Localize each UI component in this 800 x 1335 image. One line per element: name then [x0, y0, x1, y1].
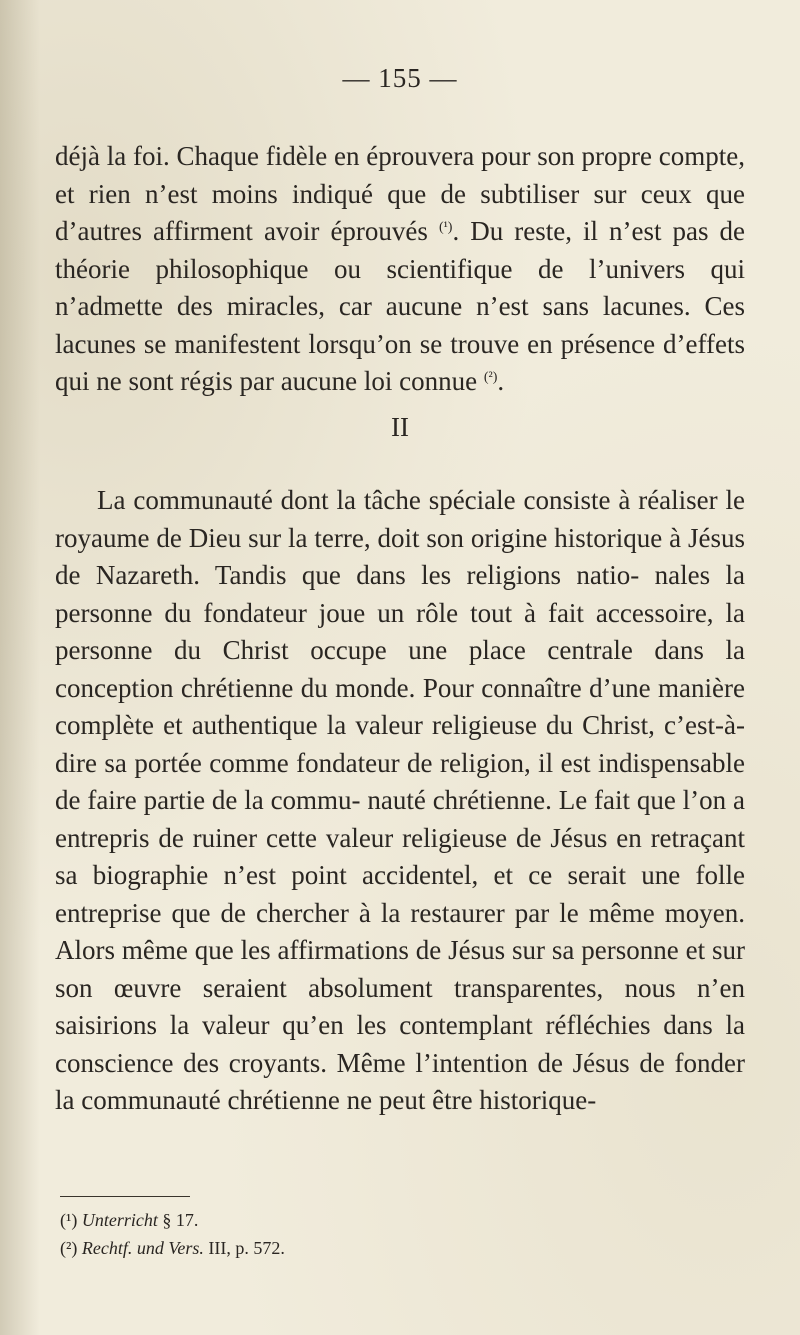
- section-heading: II: [391, 412, 409, 442]
- page-number: — 155 —: [342, 63, 458, 93]
- footnote-divider: [60, 1196, 190, 1197]
- paragraph-1-text-b: . Du reste, il n’est pas de théorie philosophique ou scientifique de l’univers qui n’admette des miracles, car aucune n’est sans lacunes. Ces lacunes se manifestent lorsqu’on se trouve en présence d’effets qui ne sont régis par aucune loi connue: [55, 216, 745, 396]
- footnotes: [60, 1206, 740, 1262]
- footnote-2-rest: III, p. 572.: [203, 1238, 285, 1258]
- paragraph-1-text-c: .: [497, 366, 505, 396]
- footnote-ref-1: (¹): [438, 220, 453, 235]
- footnote-ref-2: (²): [483, 370, 498, 385]
- paragraph-1-text-a: déjà la foi. Chaque fidèle en éprouvera pour son propre compte, et rien n’est moins indiqué que de subtiliser sur ceux que d’autres affirment avoir éprouvés: [55, 141, 745, 246]
- footnote-1-rest: § 17.: [157, 1210, 199, 1230]
- footnote-1: [60, 1206, 740, 1234]
- footnote-2: [60, 1234, 740, 1262]
- paragraph-1: [55, 138, 745, 401]
- page-edge-shadow: [0, 0, 40, 1335]
- footnote-1-marker: (¹): [60, 1210, 78, 1230]
- footnote-2-marker: (²): [60, 1238, 78, 1258]
- footnote-2-title: Rechtf. und Vers.: [81, 1238, 204, 1258]
- footnote-1-title: Unterricht: [81, 1210, 158, 1230]
- paragraph-2: La communauté dont la tâche spéciale consiste à réaliser le royaume de Dieu sur la terre, doit son origine historique à Jésus de Nazareth. Tandis que dans les religions natio- nales la personne du fondateur joue un rôle tout à fait accessoire, la personne du Christ occupe une place centrale dans la conception chrétienne du monde. Pour connaître d’une manière complète et authentique la valeur religieuse du Christ, c’est-à-dire sa portée comme fondateur de religion, il est indispensable de faire partie de la commu- nauté chrétienne. Le fait que l’on a entrepris de ruiner cette valeur religieuse de Jésus en retraçant sa biographie n’est point accidentel, et ce serait une folle entreprise que de chercher à la restaurer par le même moyen. Alors même que les affirmations de Jésus sur sa personne et sur son œuvre seraient absolument transparentes, nous n’en saisirions la valeur qu’en les contemplant réfléchies dans la conscience des croyants. Même l’intention de Jésus de fonder la communauté chrétienne ne peut être historique-: [55, 485, 745, 1115]
